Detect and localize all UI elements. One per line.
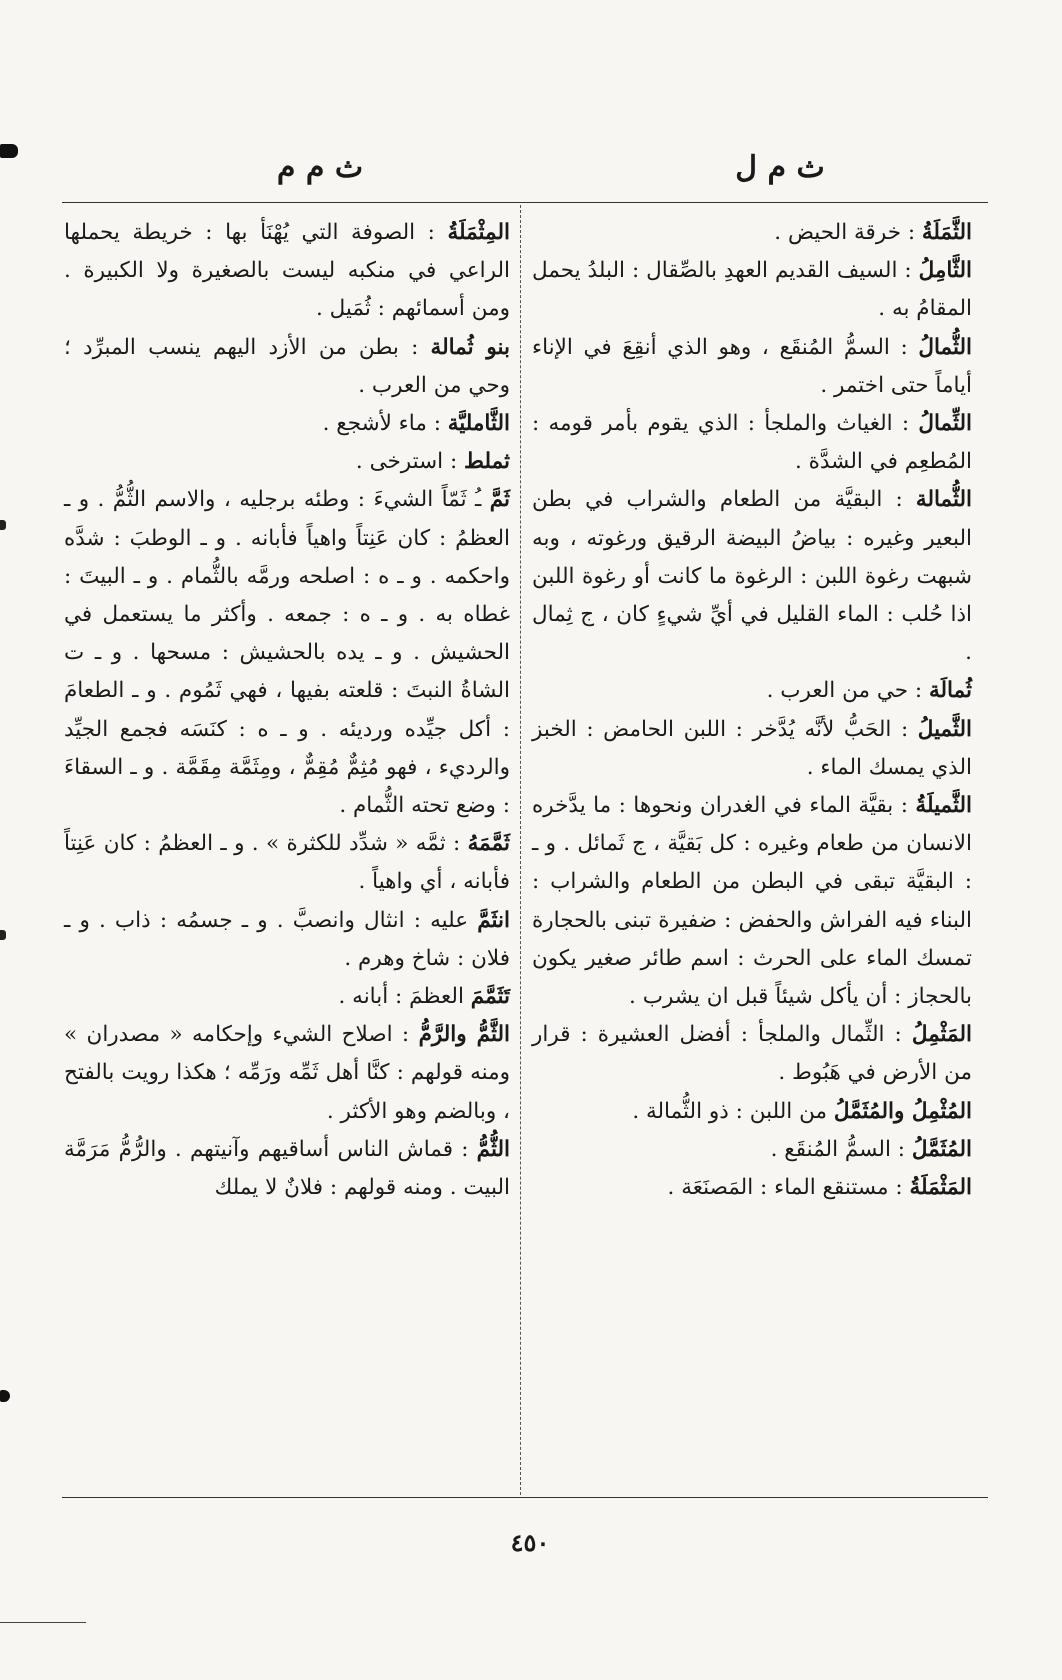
entry-headword: الثَّامِلُ <box>918 258 972 284</box>
dictionary-entry <box>532 672 972 710</box>
scan-margin-mark <box>0 144 18 158</box>
entry-headword: ثُمالَة <box>928 678 972 704</box>
right-column <box>532 214 972 1207</box>
entry-definition: : البقيَّة من الطعام والشراب في بطن البعير وغيره : بياضُ البيضة الرقيق ورغوته ، وبه شبهت رغوة اللبن : الرغوة ما كانت أو رغوة اللبن اذا حُلب : الماء القليل في أيِّ شيءٍ كان ، ج ثِمال . <box>532 487 972 666</box>
scan-margin-mark <box>0 1390 10 1402</box>
entry-definition: ـُ ثَمّاً الشيءَ : وطئه برجليه ، والاسم الثُّمُّ . و ـ العظمُ : كان عَنِتاً واهياً فأبانه . و ـ الوطبَ : شدَّه واحكمه . و ـ ه : اصلحه ورمَّه بالثُّمام . و ـ البيتَ : غطاه به . و ـ ه : جمعه . وأكثر ما يستعمل في الحشيش . و ـ يده بالحشيش : مسحها . و ـ ت الشاةُ النبتَ : قلعته بفيها ، فهي ثَمُوم . و ـ الطعامَ : أكل جيِّده ورديئه . و ـ ه : كنَسَه فجمع الجيِّد والرديء ، فهو مُثِمٌّ مُقِمٌّ ، ومِثَمَّة مِقَمَّة . و ـ السقاءَ : وضع تحته الثُّمام . <box>64 487 510 819</box>
dictionary-entry <box>64 1016 510 1131</box>
entry-definition: : بطن من الأزد اليهم ينسب المبرِّد ؛ وحي من العرب . <box>64 334 510 398</box>
entry-definition: : بقيَّة الماء في الغدران ونحوها : ما يدَّخره الانسان من طعام وغيره : كل بَقيَّة ، ج ثَمائل . و ـ : البقيَّة تبقى في البطن من الطعام والشراب : البناء فيه الفراش والحفض : ضفيرة تبنى بالحجارة تمسك الماء على الحرث : اسم طائر صغير يكون بالحجاز : أن يأكل شيئاً قبل ان يشرب . <box>532 793 972 1010</box>
entry-definition: العظمَ : أبانه . <box>338 984 471 1010</box>
dictionary-entry <box>532 252 972 328</box>
scan-margin-mark <box>0 520 6 530</box>
dictionary-entry <box>532 1093 972 1131</box>
entry-definition: : الغياث والملجأ : الذي يقوم بأمر قومه : المُطعِم في الشدَّة . <box>532 411 972 475</box>
entry-headword: ثَمَّ <box>489 487 510 513</box>
dictionary-entry <box>64 329 510 405</box>
entry-definition: : استرخى . <box>355 449 465 475</box>
entry-headword: المَثْمِلُ <box>911 1022 972 1048</box>
entry-headword: الثُّمالُ <box>918 334 972 360</box>
dictionary-entry <box>64 825 510 901</box>
entry-definition: : الصوفة التي يُهْنَأ بها : خريطة يحملها الراعي في منكبه ليست بالصغيرة ولا الكبيرة . ومن أسمائهم : ثُمَيل . <box>64 220 510 322</box>
scan-margin-mark <box>0 930 6 940</box>
dictionary-entry <box>532 711 972 787</box>
dictionary-entry <box>64 902 510 978</box>
entry-definition: : الحَبُّ لأنَّه يُدَّخر : اللبن الحامض : الخبز الذي يمسك الماء . <box>532 716 972 780</box>
entry-headword: بنو ثُمالة <box>430 334 511 360</box>
dictionary-entry <box>64 405 510 443</box>
entry-headword: ثَمَّمَهُ <box>467 831 510 857</box>
dictionary-entry <box>64 978 510 1016</box>
column-divider <box>520 205 521 1495</box>
entry-headword: المُثَمَّلُ <box>911 1136 972 1162</box>
entry-definition: عليه : انثال وانصبَّ . و ـ جسمُه : ذاب . و ـ فلان : شاخ وهرم . <box>64 907 510 971</box>
entry-definition: : ثمَّه « شدِّد للكثرة » . و ـ العظمُ : كان عَنِتاً فأبانه ، أي واهياً . <box>64 831 510 895</box>
entry-headword: انثَمَّ <box>477 907 510 933</box>
entry-definition: : الثِّمال والملجأ : أفضل العشيرة : قرار من الأرض في هَبُوط . <box>532 1022 972 1086</box>
header-rule <box>62 202 988 203</box>
entry-headword: الثَّميلَةُ <box>915 793 972 819</box>
dictionary-entry <box>64 1131 510 1207</box>
dictionary-entry <box>532 1169 972 1207</box>
scan-footer-line <box>0 1622 86 1623</box>
entry-headword: الثِّمالُ <box>918 411 972 437</box>
entry-definition: : قماش الناس أساقيهم وآنيتهم . والرُّمُّ مَرَمَّة البيت . ومنه قولهم : فلانٌ لا يملك <box>64 1136 510 1201</box>
running-header-root-left: ث م م <box>276 150 364 185</box>
dictionary-entry <box>532 481 972 672</box>
dictionary-entry <box>532 214 972 252</box>
entry-headword: ثملط <box>464 449 510 475</box>
entry-definition: : مستنقع الماء : المَصنَعَة . <box>667 1175 910 1201</box>
dictionary-entry <box>532 1131 972 1169</box>
left-column <box>64 214 510 1207</box>
entry-definition: من اللبن : ذو الثُّمالة . <box>632 1098 834 1124</box>
entry-headword: المِثْمَلَةُ <box>447 220 510 245</box>
entry-headword: الثَّامليَّة <box>447 411 510 437</box>
dictionary-entry <box>64 214 510 329</box>
dictionary-entry <box>532 787 972 1016</box>
entry-headword: المَثْمَلَةُ <box>909 1175 972 1201</box>
dictionary-entry <box>64 443 510 481</box>
entry-definition: : السيف القديم العهدِ بالصِّقال : البلدُ يحمل المقامُ به . <box>532 258 972 322</box>
entry-headword: الثَّمُّ والرَّمُّ <box>418 1022 510 1048</box>
entry-headword: المُثْمِلُ والمُثَمَّلُ <box>833 1098 972 1124</box>
entry-definition: : السمُّ المُنقَع . <box>770 1136 912 1162</box>
dictionary-entry <box>64 481 510 825</box>
dictionary-entry <box>532 1016 972 1092</box>
entry-headword: الثُّمُّ <box>476 1136 510 1162</box>
page-number: ٤٥٠ <box>510 1528 550 1557</box>
entry-headword: الثُّمالة <box>915 487 972 513</box>
entry-definition: : اصلاح الشيء وإحكامه « مصدران » ومنه قولهم : كنَّا أهل ثَمِّه ورَمِّه ؛ هكذا رويت بالفتح ، وبالضم وهو الأكثر . <box>64 1022 510 1124</box>
running-header-root-right: ث م ل <box>735 150 825 185</box>
entry-definition: : ماء لأشجع . <box>322 411 448 437</box>
entry-definition: : السمُّ المُنقَع ، وهو الذي أنقِعَ في الإناء أياماً حتى اختمر . <box>532 334 972 398</box>
dictionary-entry <box>532 405 972 481</box>
entry-definition: : حي من العرب . <box>766 678 929 704</box>
entry-headword: الثَّميلُ <box>917 716 972 742</box>
footer-rule <box>62 1497 988 1498</box>
entry-headword: تَثَمَّمَ <box>470 984 510 1010</box>
entry-headword: الثَّمَلَةُ <box>921 220 972 245</box>
dictionary-entry <box>532 329 972 405</box>
entry-definition: : خرقة الحيض . <box>774 220 922 245</box>
